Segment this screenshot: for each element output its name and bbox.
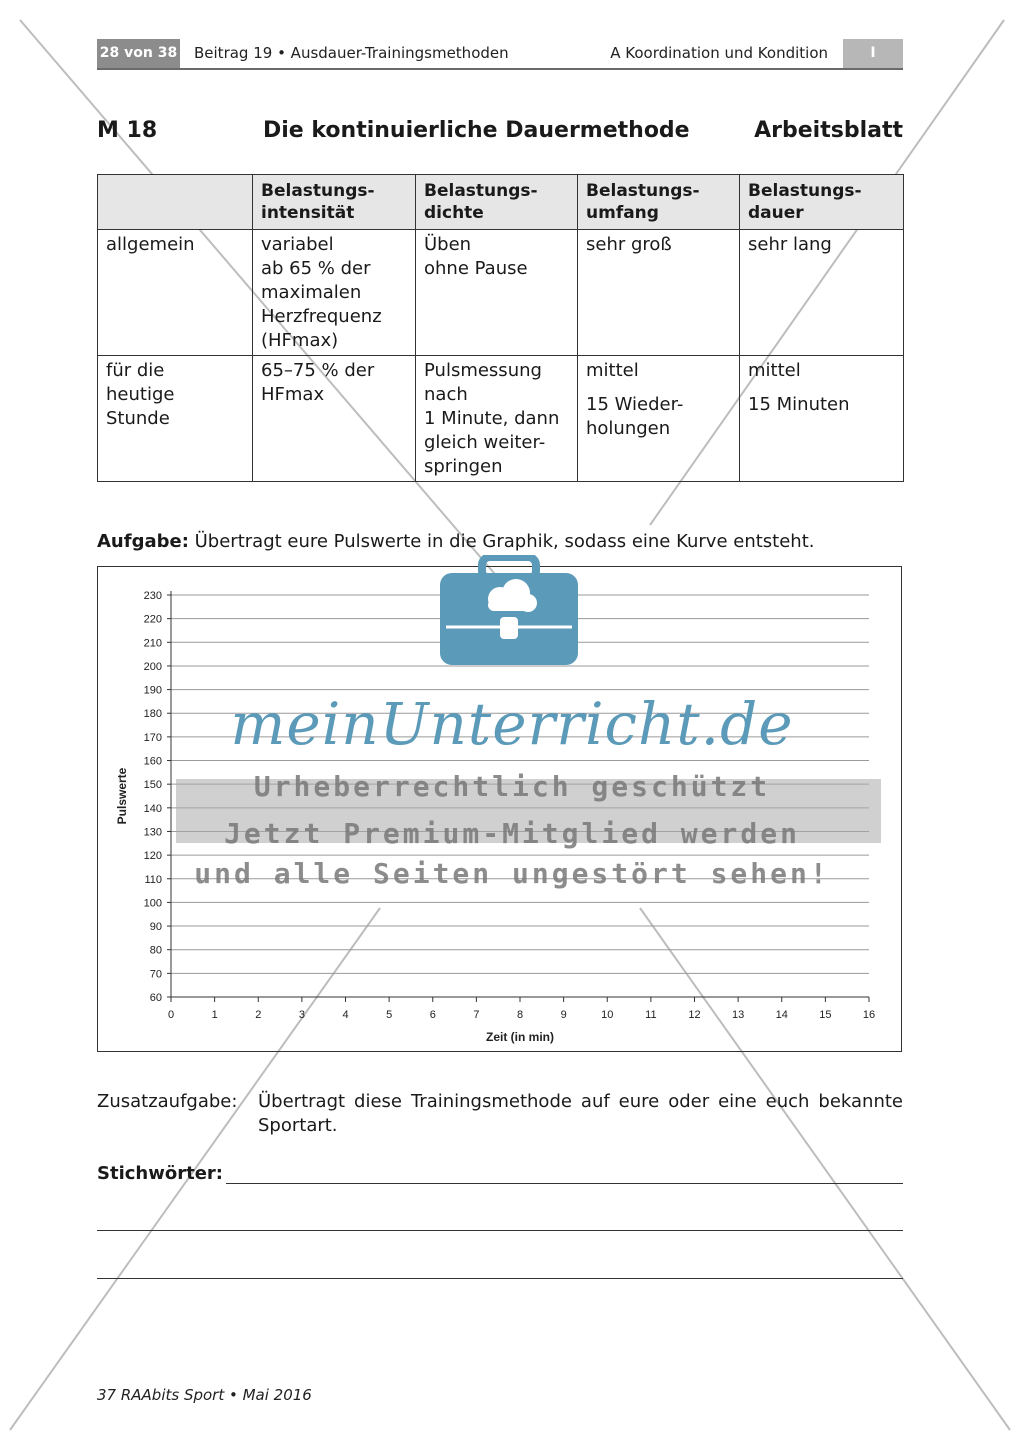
y-tick-label: 200 bbox=[143, 660, 162, 673]
y-tick-label: 190 bbox=[143, 684, 162, 697]
table-cell: Üben ohne Pause bbox=[416, 230, 578, 356]
extra-task-label: Zusatzaufgabe: bbox=[97, 1091, 238, 1112]
x-tick-label: 15 bbox=[819, 1009, 832, 1021]
table-row bbox=[98, 230, 904, 356]
task-label: Aufgabe: bbox=[97, 531, 189, 552]
y-tick-label: 70 bbox=[149, 968, 162, 981]
x-tick-label: 9 bbox=[560, 1009, 567, 1021]
cell-line: mittel bbox=[586, 360, 639, 381]
column-header: Belastungs- umfang bbox=[578, 175, 740, 230]
x-tick-label: 11 bbox=[645, 1009, 657, 1021]
task-text: Übertragt eure Pulswerte in die Graphik, sodass eine Kurve entsteht. bbox=[188, 531, 815, 552]
answer-line[interactable] bbox=[226, 1183, 903, 1184]
cell-line: mittel bbox=[748, 360, 801, 381]
x-tick-label: 3 bbox=[298, 1009, 305, 1021]
x-tick-label: 10 bbox=[601, 1009, 614, 1021]
material-code: M 18 bbox=[97, 118, 158, 143]
y-tick-label: 210 bbox=[143, 637, 162, 650]
cell-line: 15 Minuten bbox=[748, 394, 850, 415]
x-tick-label: 8 bbox=[516, 1009, 524, 1021]
watermark-brand: meinUnterricht.de bbox=[230, 690, 794, 758]
y-tick-label: 170 bbox=[143, 731, 162, 744]
y-tick-label: 120 bbox=[143, 850, 162, 863]
x-tick-label: 5 bbox=[386, 1009, 393, 1021]
page-counter: 28 von 38 bbox=[97, 39, 180, 68]
x-tick-label: 2 bbox=[255, 1009, 262, 1021]
y-tick-label: 220 bbox=[143, 613, 162, 626]
x-tick-label: 1 bbox=[211, 1009, 218, 1021]
task-instruction bbox=[97, 530, 815, 554]
table-cell: Pulsmessung nach 1 Minute, dann gleich weiter- springen bbox=[416, 356, 578, 482]
x-tick-label: 12 bbox=[688, 1009, 701, 1021]
y-axis-label: Pulswerte bbox=[115, 767, 129, 825]
x-tick-label: 13 bbox=[732, 1009, 745, 1021]
table-header-row bbox=[98, 175, 904, 230]
row-label: allgemein bbox=[98, 230, 253, 356]
article-title: Beitrag 19 • Ausdauer-Trainingsmethoden bbox=[194, 44, 509, 62]
x-tick-label: 4 bbox=[342, 1009, 349, 1021]
table-cell: sehr groß bbox=[578, 230, 740, 356]
y-tick-label: 90 bbox=[149, 921, 162, 934]
watermark-line: Urheberrechtlich geschützt bbox=[253, 770, 771, 803]
row-label: für die heutige Stunde bbox=[98, 356, 253, 482]
x-tick-label: 7 bbox=[473, 1009, 480, 1021]
x-tick-label: 16 bbox=[862, 1009, 876, 1021]
answer-line[interactable] bbox=[97, 1230, 903, 1231]
section-label: A Koordination und Kondition bbox=[610, 44, 828, 62]
keywords-label: Stichwörter: bbox=[97, 1163, 223, 1184]
y-tick-label: 100 bbox=[143, 897, 162, 910]
y-tick-label: 130 bbox=[143, 826, 162, 839]
y-tick-label: 140 bbox=[143, 802, 162, 815]
watermark-line: Jetzt Premium-Mitglied werden bbox=[224, 817, 800, 850]
table-cell: 65–75 % der HFmax bbox=[253, 356, 416, 482]
y-tick-label: 110 bbox=[144, 873, 162, 886]
x-axis-label: Zeit (in min) bbox=[486, 1030, 554, 1044]
y-tick-label: 80 bbox=[149, 944, 162, 957]
sheet-type: Arbeitsblatt bbox=[754, 118, 903, 143]
training-parameters-table bbox=[97, 174, 904, 482]
x-tick-label: 14 bbox=[775, 1009, 788, 1021]
y-tick-label: 180 bbox=[143, 708, 162, 721]
y-tick-label: 150 bbox=[143, 779, 162, 792]
answer-line[interactable] bbox=[97, 1278, 903, 1279]
page-title: Die kontinuierliche Dauermethode bbox=[263, 118, 690, 143]
y-tick-label: 230 bbox=[143, 590, 162, 602]
column-header: Belastungs- dauer bbox=[740, 175, 904, 230]
y-tick-label: 160 bbox=[143, 755, 162, 768]
column-header: Belastungs- dichte bbox=[416, 175, 578, 230]
x-tick-label: 0 bbox=[167, 1009, 175, 1021]
extra-task-text: Übertragt diese Trainingsmethode auf eure oder eine euch bekannte Sportart. bbox=[258, 1091, 903, 1136]
column-header bbox=[98, 175, 253, 230]
footer-credit: 37 RAAbits Sport • Mai 2016 bbox=[97, 1386, 312, 1404]
table-cell bbox=[578, 356, 740, 482]
table-cell: sehr lang bbox=[740, 230, 904, 356]
watermark-line: und alle Seiten ungestört sehen! bbox=[194, 857, 830, 890]
table-row bbox=[98, 356, 904, 482]
column-header: Belastungs- intensität bbox=[253, 175, 416, 230]
table-cell: variabel ab 65 % der maximalen Herzfrequenz (HFmax) bbox=[253, 230, 416, 356]
y-tick-label: 60 bbox=[149, 992, 162, 1004]
x-tick-label: 6 bbox=[429, 1009, 436, 1021]
table-cell bbox=[740, 356, 904, 482]
cell-line: 15 Wieder- holungen bbox=[586, 394, 684, 439]
level-badge: I bbox=[843, 39, 903, 68]
briefcase-cloud-icon bbox=[438, 555, 580, 667]
page-header bbox=[97, 39, 903, 70]
